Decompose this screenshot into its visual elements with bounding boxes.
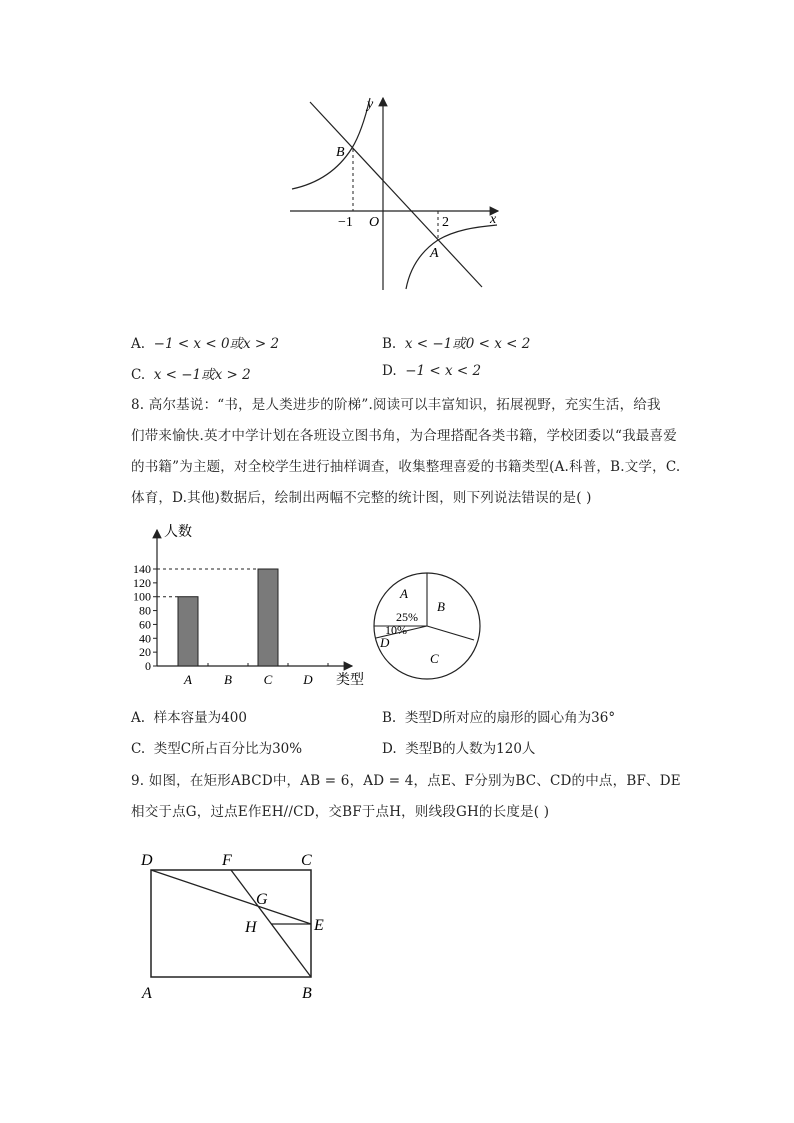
label-B: B [336,145,345,160]
q7-option-a[interactable]: A. −1 < x < 0或x > 2 [131,336,280,352]
q8-stem-line-2: 们带来愉快.英才中学计划在各班设立图书角，为合理搭配各类书籍，学校团委以“我最喜爱 [131,428,677,444]
label-C: C [301,852,312,869]
label-O: O [369,215,380,230]
q7-option-c[interactable]: C. x < −1或x > 2 [131,367,251,383]
label-E: E [314,917,324,934]
bar-chart-ylabel: 人数 [164,525,192,540]
label-D: D [141,852,153,869]
pie-label-c: C [430,651,439,666]
bar-A [178,597,198,666]
label-neg1: −1 [338,215,353,230]
linear-function-line [310,102,482,287]
pie-label-a: A [400,586,408,601]
label-F: F [222,852,232,869]
q8-option-c[interactable]: C. 类型C所占百分比为30% [131,741,303,757]
bar-chart-category-label: D [303,672,313,687]
pie-label-d: D [380,635,390,650]
bar-chart-tick-label: 80 [139,603,151,618]
hyperbola-branch-left [292,98,370,189]
q8-option-a[interactable]: A. 样本容量为400 [131,710,247,726]
label-B: B [302,985,312,1002]
pie-label-b: B [437,599,445,614]
q7-option-b[interactable]: B. x < −1或0 < x < 2 [382,336,531,352]
q8-stem-line-1: 8. 高尔基说：“书，是人类进步的阶梯”.阅读可以丰富知识，拓展视野，充实生活，给我 [131,397,661,413]
bar-chart-tick-label: 40 [139,631,151,646]
q9-stem-line-2: 相交于点G，过点E作EH//CD，交BF于点H，则线段GH的长度是( ) [131,804,550,820]
bar-chart-tick-label: 20 [139,645,151,660]
q8-stem-line-4: 体育，D.其他)数据后，绘制出两幅不完整的统计图，则下列说法错误的是( ) [131,490,592,506]
pie-percent-d: 10% [385,623,407,637]
bar-C [258,569,278,666]
q9-stem-line-1: 9. 如图，在矩形ABCD中，AB = 6，AD = 4，点E、F分别为BC、CD的中点，BF、DE [131,773,681,789]
label-x: x [490,212,497,227]
label-y: y [367,97,374,112]
label-2: 2 [442,215,449,230]
bar-chart-tick-label: 140 [133,562,151,576]
bar-chart-xlabel: 类型 [336,673,364,688]
label-A: A [142,985,152,1002]
label-H: H [245,919,257,936]
q7-option-d[interactable]: D. −1 < x < 2 [382,363,482,379]
bar-chart [130,522,370,690]
pie-chart [368,568,488,688]
bar-chart-tick-label: 0 [145,659,151,673]
bar-chart-category-label: C [263,672,273,687]
hyperbola-branch-right [406,225,497,289]
bar-chart-category-label: B [224,672,232,687]
label-G: G [256,891,268,908]
q8-option-d[interactable]: D. 类型B的人数为120人 [382,741,536,757]
label-A: A [430,246,439,261]
bar-chart-tick-label: 100 [133,589,151,604]
rectangle-figure [130,845,340,1005]
pie-percent-a: 25% [396,610,418,624]
bar-chart-tick-label: 120 [133,575,151,590]
pie-divider-2 [427,626,474,640]
hyperbola-figure [280,90,510,300]
q8-stem-line-3: 的书籍”为主题，对全校学生进行抽样调查，收集整理喜爱的书籍类型(A.科普，B.文学，C. [131,459,681,475]
bar-chart-category-label: A [184,672,192,687]
bar-chart-tick-label: 60 [139,617,151,632]
segment-de [151,870,311,924]
q8-option-b[interactable]: B. 类型D所对应的扇形的圆心角为36° [382,710,616,726]
